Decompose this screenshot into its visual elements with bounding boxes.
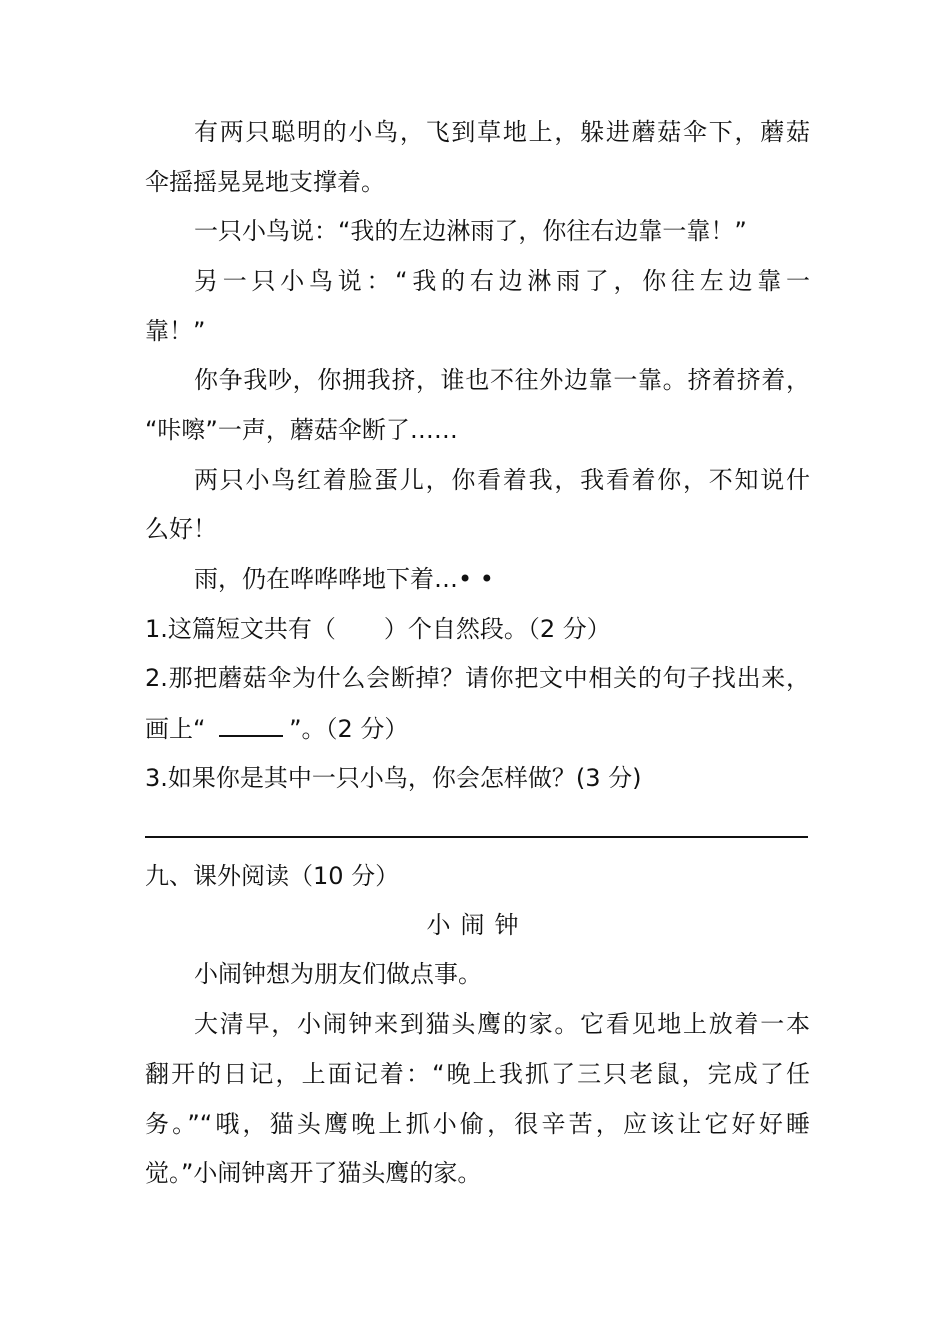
question-2-suffix: ”。（2 分） bbox=[289, 715, 409, 743]
paragraph-5-line-1: 两只小鸟红着脸蛋儿，你看着我，我看着你，不知说什 bbox=[194, 466, 810, 494]
paragraph-1-line-2: 伞摇摇晃晃地支撑着。 bbox=[145, 168, 385, 196]
question-2-prefix: 画上“ bbox=[145, 715, 214, 743]
paragraph-6-line-1: 雨，仍在哗哗哗地下着…• • bbox=[194, 565, 494, 593]
paragraph-4-line-2: “咔嚓”一声，蘑菇伞断了…… bbox=[145, 416, 458, 444]
paragraph-4-line-1: 你争我吵，你拥我挤，谁也不往外边靠一靠。挤着挤着， bbox=[194, 366, 810, 394]
paragraph-5-line-2: 么好！ bbox=[145, 515, 217, 543]
paragraph-2-line-1: 一只小鸟说：“我的左边淋雨了，你往右边靠一靠！” bbox=[194, 217, 747, 245]
story-title: 小闹钟 bbox=[426, 911, 529, 939]
answer-line bbox=[145, 836, 808, 838]
story-paragraph-2-line-4: 觉。”小闹钟离开了猫头鹰的家。 bbox=[145, 1159, 482, 1187]
underline-blank bbox=[219, 713, 283, 737]
story-paragraph-1-line-1: 小闹钟想为朋友们做点事。 bbox=[194, 960, 482, 988]
story-paragraph-2-line-3: 务。”“哦，猫头鹰晚上抓小偷，很辛苦，应该让它好好睡 bbox=[145, 1110, 810, 1138]
question-3: 3.如果你是其中一只小鸟，你会怎样做？(3 分) bbox=[145, 764, 642, 792]
question-2-line-1: 2.那把蘑菇伞为什么会断掉？请你把文中相关的句子找出来， bbox=[145, 664, 810, 692]
paragraph-3-line-1: 另一只小鸟说：“我的右边淋雨了，你往左边靠一 bbox=[194, 267, 810, 295]
story-paragraph-2-line-2: 翻开的日记，上面记着：“晚上我抓了三只老鼠，完成了任 bbox=[145, 1060, 810, 1088]
section-9-heading: 九、课外阅读（10 分） bbox=[145, 862, 400, 890]
question-1: 1.这篇短文共有（ ）个自然段。（2 分） bbox=[145, 615, 611, 643]
story-paragraph-2-line-1: 大清早，小闹钟来到猫头鹰的家。它看见地上放着一本 bbox=[194, 1010, 810, 1038]
question-2-line-2 bbox=[145, 713, 810, 744]
paragraph-3-line-2: 靠！” bbox=[145, 317, 206, 345]
paragraph-1-line-1: 有两只聪明的小鸟，飞到草地上，躲进蘑菇伞下，蘑菇 bbox=[194, 118, 810, 146]
